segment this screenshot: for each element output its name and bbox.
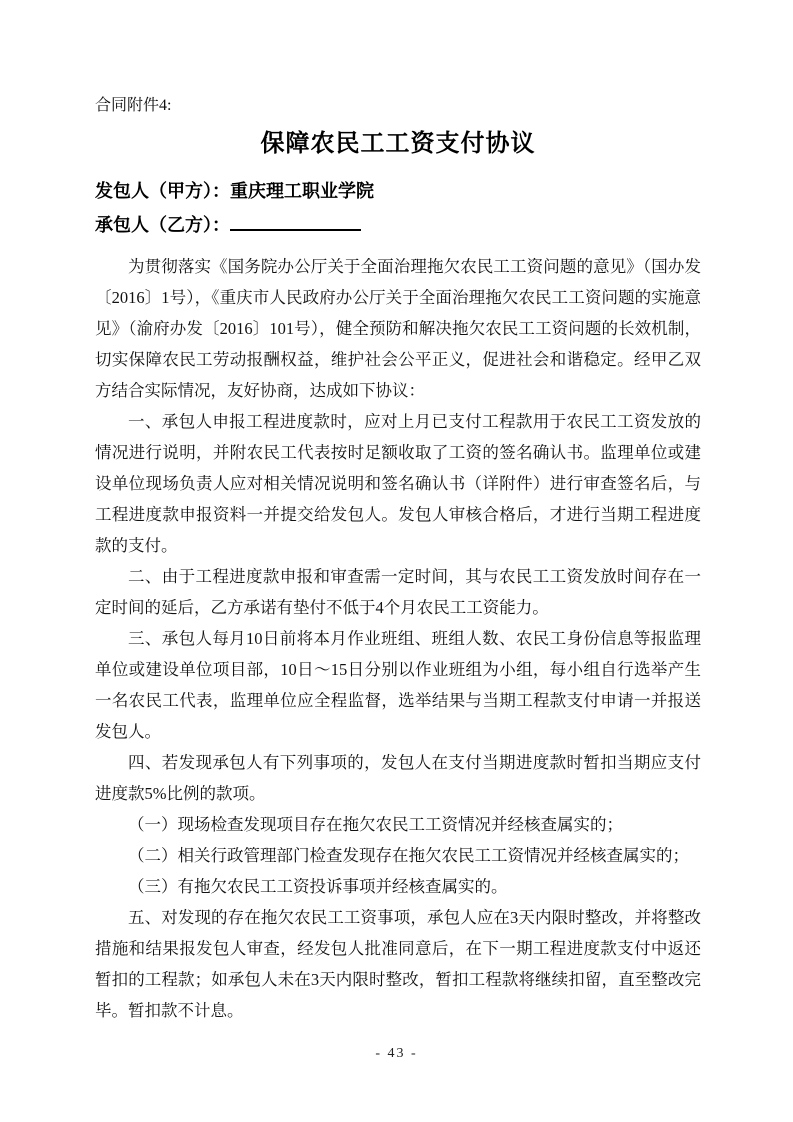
- document-title: 保障农民工工资支付协议: [260, 130, 536, 157]
- party-a-value: 重庆理工职业学院: [230, 181, 374, 201]
- party-b-blank-field: [230, 213, 361, 231]
- page-number: - 43 -: [375, 1046, 418, 1061]
- paragraph: 一、承包人申报工程进度款时，应对上月已支付工程款用于农民工工资发放的情况进行说明，并附农民工代表按时足额收取了工资的签名确认书。监理单位或建设单位现场负责人应对相关情况说明和签名确认书（详附件）进行审查签名后，与工程进度款申报资料一并提交给发包人。发包人审核合格后，才进行当期工程进度款的支付。: [95, 412, 701, 555]
- paragraph: （一）现场检查发现项目存在拖欠农民工工资情况并经核查属实的；: [128, 815, 623, 834]
- paragraph: 二、由于工程进度款申报和审查需一定时间，其与农民工工资发放时间存在一定时间的延后，乙方承诺有垫付不低于4个月农民工工资能力。: [95, 567, 701, 617]
- paragraph: 五、对发现的存在拖欠农民工工资事项，承包人应在3天内限时整改，并将整改措施和结果报发包人审查，经发包人批准同意后，在下一期工程进度款支付中返还暂扣的工程款；如承包人未在3天内限时整改，暂扣工程款将继续扣留，直至整改完毕。暂扣款不计息。: [95, 908, 701, 1020]
- document-body: [95, 251, 701, 1026]
- party-a-label: 发包人（甲方）：: [95, 181, 230, 201]
- paragraph: 三、承包人每月10日前将本月作业班组、班组人数、农民工身份信息等报监理单位或建设单位项目部，10日～15日分别以作业班组为小组，每小组自行选举产生一名农民工代表，监理单位应全程监督，选举结果与当期工程款支付申请一并报送发包人。: [95, 629, 701, 741]
- party-b-line: [95, 213, 701, 236]
- party-a-line: [95, 180, 701, 202]
- paragraph: 四、若发现承包人有下列事项的，发包人在支付当期进度款时暂扣当期应支付进度款5%比例的款项。: [95, 753, 701, 803]
- paragraph: 为贯彻落实《国务院办公厅关于全面治理拖欠农民工工资问题的意见》（国办发〔2016〕1号），《重庆市人民政府办公厅关于全面治理拖欠农民工工资问题的实施意见》（渝府办发〔2016〕101号），健全预防和解决拖欠农民工工资问题的长效机制，切实保障农民工劳动报酬权益，维护社会公平正义，促进社会和谐稳定。经甲乙双方结合实际情况，友好协商，达成如下协议：: [95, 257, 701, 400]
- paragraph: （二）相关行政管理部门检查发现存在拖欠农民工工资情况并经核查属实的；: [128, 846, 689, 865]
- paragraph: （三）有拖欠农民工工资投诉事项并经核查属实的。: [128, 877, 508, 896]
- attachment-label: 合同附件4:: [95, 97, 172, 114]
- party-b-label: 承包人（乙方）：: [95, 215, 230, 235]
